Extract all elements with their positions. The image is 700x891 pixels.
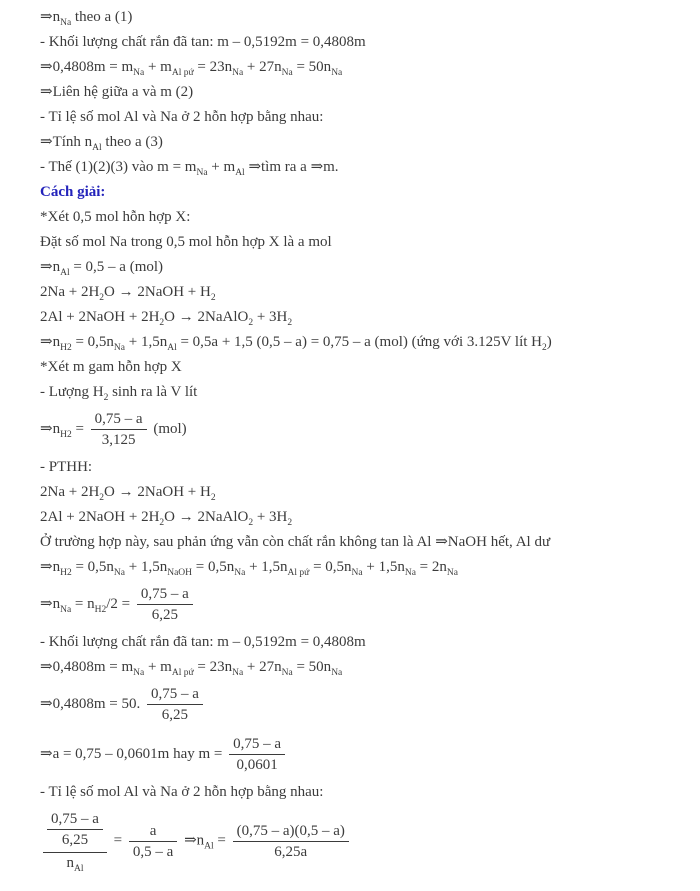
fraction-denominator	[229, 755, 285, 774]
text-run: 0,75 – a	[233, 736, 282, 752]
text-run: 2Al + 2NaOH + 2H	[40, 509, 160, 525]
subscript: 2	[287, 318, 293, 328]
text-run: + m	[207, 159, 236, 175]
text-run: O → 2NaOH + H	[104, 484, 211, 500]
subscript: Na	[196, 168, 208, 178]
text-run: (0,75 – a)(0,5 – a)	[236, 822, 345, 839]
text-run: = 0,5n	[71, 559, 114, 575]
fraction-denominator	[47, 830, 103, 849]
text-line	[40, 308, 678, 326]
subscript: 2	[159, 318, 165, 328]
text-line	[40, 658, 678, 676]
subscript: 2	[103, 393, 109, 403]
text-run: O → 2NaAlO	[164, 509, 249, 525]
text-run: 2Na + 2H	[40, 284, 100, 300]
fraction-numerator	[233, 822, 349, 842]
subscript: Na	[113, 343, 125, 353]
text-run: Ở trường hợp này, sau phản ứng vẫn còn chất rắn không tan là Al ⇒NaOH hết, Al dư	[40, 534, 551, 550]
text-run: - PTHH:	[40, 459, 93, 475]
text-line	[40, 108, 678, 126]
text-run: + 1,5n	[245, 559, 288, 575]
text-run: + 27n	[243, 659, 282, 675]
text-run: O → 2NaOH + H	[104, 284, 211, 300]
text-run: ⇒Tính n	[40, 134, 93, 150]
subscript: 2	[248, 318, 254, 328]
text-run: Cách giải:	[40, 184, 106, 200]
text-run: ⇒n	[40, 420, 61, 437]
text-run: ⇒n	[40, 334, 61, 350]
text-line	[40, 158, 678, 176]
text-run: O → 2NaAlO	[164, 309, 249, 325]
text-line	[40, 508, 678, 526]
text-line	[40, 633, 678, 651]
fraction-numerator	[229, 735, 285, 755]
subscript: Al pứ	[171, 668, 194, 678]
subscript: 2	[99, 493, 105, 503]
fraction	[47, 810, 103, 849]
fraction	[233, 822, 349, 861]
text-run: - Tỉ lệ số mol Al và Na ở 2 hỗn hợp bằng nhau:	[40, 784, 324, 800]
text-line	[40, 83, 678, 101]
fraction-numerator	[129, 822, 177, 842]
text-run: n	[66, 855, 74, 871]
text-line	[40, 583, 678, 626]
text-line	[40, 208, 678, 226]
text-run: Đặt số mol Na trong 0,5 mol hỗn hợp X là a mol	[40, 234, 332, 250]
text-run: ⇒tìm ra a ⇒m.	[244, 159, 339, 175]
fraction-numerator	[147, 685, 203, 705]
text-run: = 0,5n	[309, 559, 352, 575]
subscript: Na	[446, 568, 458, 578]
subscript: Na	[404, 568, 416, 578]
text-run: ⇒n	[40, 259, 61, 275]
text-run: + 1,5n	[125, 559, 168, 575]
text-run: 6,25	[61, 832, 89, 848]
text-run: *Xét m gam hỗn hợp X	[40, 359, 182, 375]
text-run: = 0,5 – a (mol)	[69, 259, 164, 275]
text-line	[40, 683, 678, 726]
subscript: Na	[331, 68, 343, 78]
subscript: Na	[281, 668, 293, 678]
text-run: ⇒0,4808m = m	[40, 659, 134, 675]
text-run: 0,75 – a	[94, 411, 143, 427]
text-run: + 1,5n	[362, 559, 405, 575]
subscript: Na	[60, 18, 72, 28]
subscript: 2	[159, 518, 165, 528]
text-run: 0,75 – a	[51, 811, 99, 827]
text-run: 0,75 – a	[150, 686, 199, 702]
text-line	[40, 533, 678, 551]
text-line	[40, 333, 678, 351]
subscript: Na	[351, 568, 363, 578]
text-run: = 0,5n	[71, 334, 114, 350]
text-line	[40, 58, 678, 76]
text-run: + m	[144, 659, 172, 675]
text-run: sinh ra là V lít	[108, 384, 198, 400]
fraction	[43, 810, 107, 872]
text-run: = 0,5a + 1,5 (0,5 – a) = 0,75 – a (mol) (ứng với 3.125V lít H	[176, 334, 543, 350]
subscript: Na	[60, 604, 72, 615]
subscript: NaOH	[167, 568, 193, 578]
fraction-numerator	[47, 810, 103, 830]
text-line	[40, 133, 678, 151]
text-run: 0,5 – a	[132, 843, 174, 860]
text-run: 6,25a	[274, 843, 308, 860]
text-run: = n	[71, 595, 95, 612]
text-line	[40, 558, 678, 576]
subscript: Na	[232, 668, 244, 678]
text-run: *Xét 0,5 mol hỗn hợp X:	[40, 209, 191, 225]
text-run: + m	[144, 59, 172, 75]
text-run: ⇒n	[40, 595, 61, 612]
section-heading	[40, 183, 678, 201]
text-run: - Thế (1)(2)(3) vào m = m	[40, 159, 197, 175]
subscript: Na	[281, 68, 293, 78]
text-line	[40, 233, 678, 251]
subscript: H2	[94, 604, 107, 615]
text-run: - Lượng H	[40, 384, 104, 400]
subscript: Na	[133, 68, 145, 78]
text-run: (mol)	[149, 420, 187, 437]
subscript: Na	[133, 668, 145, 678]
fraction-denominator	[137, 605, 193, 624]
text-run: 2Al + 2NaOH + 2H	[40, 309, 160, 325]
subscript: Al	[167, 343, 177, 353]
text-run: ⇒a = 0,75 – 0,0601m hay m =	[40, 745, 227, 762]
text-run: a	[149, 822, 157, 839]
text-line	[40, 783, 678, 801]
fraction	[147, 685, 203, 724]
text-run: - Tỉ lệ số mol Al và Na ở 2 hỗn hợp bằng nhau:	[40, 109, 324, 125]
subscript: 2	[542, 343, 547, 353]
text-run: /2 =	[106, 595, 134, 612]
text-run: - Khối lượng chất rắn đã tan: m – 0,5192m = 0,4808m	[40, 634, 366, 650]
text-line	[40, 33, 678, 51]
text-run: 0,75 – a	[140, 586, 189, 602]
text-run: ⇒0,4808m = m	[40, 59, 134, 75]
fraction	[229, 735, 285, 774]
text-run: ⇒n	[180, 832, 205, 849]
subscript: Na	[113, 568, 125, 578]
subscript: H2	[60, 429, 72, 440]
subscript: Al pứ	[171, 68, 194, 78]
subscript: Na	[232, 68, 244, 78]
subscript: 2	[210, 493, 216, 503]
text-run: = 23n	[193, 659, 233, 675]
fraction-numerator	[137, 585, 193, 605]
fraction-denominator	[129, 842, 177, 861]
text-line	[40, 408, 678, 451]
subscript: 2	[287, 518, 293, 528]
fraction-numerator	[91, 410, 147, 430]
text-run: ⇒Liên hệ giữa a và m (2)	[40, 84, 194, 100]
text-run: = 2n	[415, 559, 447, 575]
subscript: Al	[204, 841, 214, 852]
text-run: 6,25	[161, 707, 189, 723]
text-run: 6,25	[151, 607, 178, 623]
text-run: - Khối lượng chất rắn đã tan: m – 0,5192m = 0,4808m	[40, 34, 366, 50]
text-line	[40, 8, 678, 26]
subscript: H2	[60, 343, 72, 353]
fraction	[129, 822, 177, 861]
fraction	[137, 585, 193, 624]
subscript: Al	[60, 268, 70, 278]
text-run: + 3H	[253, 509, 288, 525]
text-run: = 23n	[193, 59, 233, 75]
fraction	[91, 410, 147, 449]
fraction-denominator	[147, 705, 203, 724]
subscript: 2	[99, 293, 105, 303]
text-line	[40, 733, 678, 776]
text-line	[40, 483, 678, 501]
text-line	[40, 383, 678, 401]
text-run: 2Na + 2H	[40, 484, 100, 500]
subscript: H2	[60, 568, 72, 578]
subscript: Na	[234, 568, 246, 578]
text-run: theo a (3)	[101, 134, 163, 150]
text-run: theo a (1)	[71, 9, 133, 25]
fraction-denominator	[43, 853, 107, 872]
text-run: =	[213, 832, 230, 849]
text-run: ⇒0,4808m = 50.	[40, 695, 144, 712]
text-run: + 27n	[243, 59, 282, 75]
subscript: Al	[92, 143, 102, 153]
text-run: )	[546, 334, 552, 350]
text-line	[40, 808, 678, 874]
subscript: 2	[210, 293, 216, 303]
text-run: ⇒n	[40, 9, 61, 25]
subscript: Al pứ	[287, 568, 310, 578]
text-run: =	[109, 832, 126, 849]
text-run: = 50n	[292, 659, 332, 675]
text-line	[40, 458, 678, 476]
subscript: 2	[248, 518, 254, 528]
text-line	[40, 283, 678, 301]
text-run: =	[71, 420, 88, 437]
text-run: 3,125	[101, 432, 136, 448]
text-line	[40, 258, 678, 276]
fraction-denominator	[91, 430, 147, 449]
subscript: Al	[235, 168, 245, 178]
text-run: + 3H	[253, 309, 288, 325]
text-run: ⇒n	[40, 559, 61, 575]
text-run: + 1,5n	[125, 334, 168, 350]
text-run: = 0,5n	[192, 559, 235, 575]
subscript: Al	[73, 864, 84, 874]
fraction-denominator	[233, 842, 349, 861]
subscript: Na	[331, 668, 343, 678]
text-run: 0,0601	[236, 757, 278, 773]
text-run: = 50n	[292, 59, 332, 75]
fraction-numerator	[43, 810, 107, 853]
text-line	[40, 358, 678, 376]
